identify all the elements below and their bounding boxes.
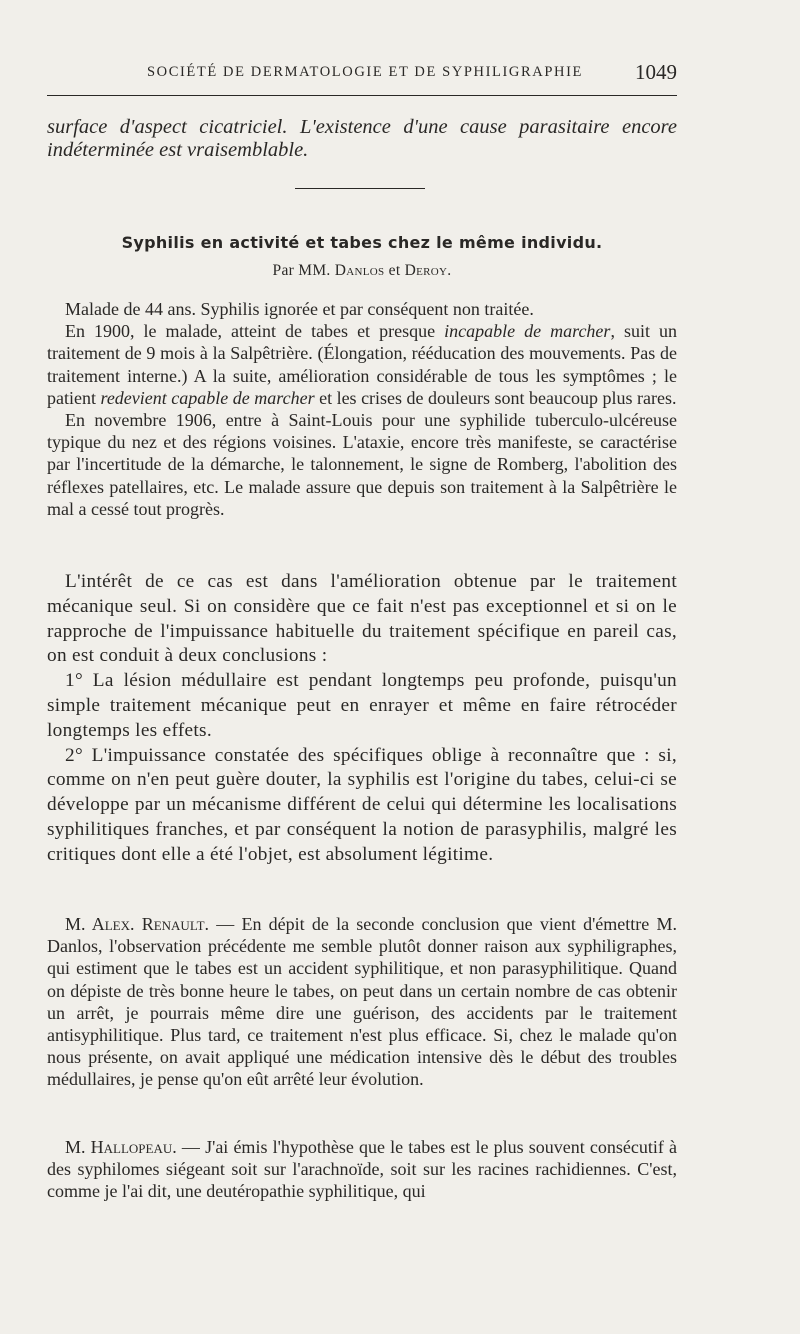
carryover-paragraph: surface d'aspect cicatriciel. L'existence d'une cause parasitaire encore indéterminée est vraisemblable.	[47, 116, 677, 161]
renault-intervention	[47, 913, 677, 1091]
discussion-intro: L'intérêt de ce cas est dans l'amélioration obtenue par le traitement mécanique seul. Si on considère que ce fait n'est pas exceptionnel et si on le rapproche de l'impuissance habituelle du traitement spécifique en pareil cas, on est conduit à deux conclusions :	[47, 571, 677, 667]
renault-paragraph	[47, 913, 677, 1091]
renault-text: — En dépit de la seconde conclusion que vient d'émettre M. Danlos, l'observation précédente me semble plutôt donner raison aux syphiligraphes, qui estiment que le tabes est un accident syphilitique, et non parasyphilitique. Quand on dépiste de très bonne heure le tabes, on peut dans un certain nombre de cas obtenir un arrêt, je pourrais même dire une guérison, des accidents par le traitement antisyphilitique. Plus tard, ce traitement n'est plus efficace. Si, chez le malade qu'on nous présente, on avait appliqué une médication intensive dès le début des troubles médullaires, je pense qu'on eût arrêté leur évolution.	[47, 914, 677, 1090]
byline	[47, 262, 677, 280]
conclusion-1: 1° La lésion médullaire est pendant longtemps peu profonde, puisqu'un simple traitement mécanique peut en enrayer et même en faire rétrocéder longtemps les effets.	[47, 670, 677, 741]
case-emphasis: incapable de marcher	[444, 321, 611, 342]
byline-conjunction: et	[388, 262, 401, 279]
case-report	[47, 298, 677, 520]
case-text: et les crises de douleurs sont beaucoup plus rares.	[319, 387, 677, 408]
case-text: En 1900, le malade, atteint de tabes et presque	[65, 321, 436, 342]
byline-prefix: Par MM.	[272, 262, 331, 279]
running-title: SOCIÉTÉ DE DERMATOLOGIE ET DE SYPHILIGRAPHIE	[147, 64, 583, 80]
speaker-renault: M. Alex. Renault.	[65, 914, 210, 934]
article-title: Syphilis en activité et tabes chez le même individu.	[121, 233, 603, 252]
case-paragraph-1900	[47, 320, 677, 409]
running-head	[47, 60, 677, 86]
hallopeau-intervention	[47, 1136, 677, 1203]
case-paragraph-age: Malade de 44 ans. Syphilis ignorée et par conséquent non traitée.	[65, 299, 534, 319]
section-separator	[295, 188, 425, 189]
discussion	[47, 570, 677, 868]
hallopeau-paragraph	[47, 1136, 677, 1203]
case-paragraph-1906: En novembre 1906, entre à Saint-Louis pour une syphilide tuberculo-ulcéreuse typique du nez et des régions voisines. L'ataxie, encore très manifeste, se caractérise par l'incertitude de la démarche, le talonnement, le signe de Romberg, l'abolition des réflexes patellaires, etc. Le malade assure que depuis son traitement à la Salpêtrière le mal a cessé tout progrès.	[47, 410, 677, 519]
author-danlos: Danlos	[334, 262, 385, 279]
conclusion-2: 2° L'impuissance constatée des spécifiques oblige à reconnaître que : si, comme on n'en peut guère douter, la syphilis est l'origine du tabes, celui-ci se développe par un mécanisme différent de celui qui détermine les localisations syphilitiques franches, et par conséquent la notion de parasyphilis, malgré les critiques dont elle a été l'objet, est absolument légitime.	[47, 744, 677, 865]
speaker-hallopeau: M. Hallopeau.	[65, 1137, 177, 1157]
case-emphasis: redevient capable de marcher	[100, 387, 315, 408]
page-number: 1049	[635, 60, 677, 84]
header-rule	[47, 95, 677, 96]
case-text: , suit un traitement de 9 mois à la Salpêtrière. (Élongation, rééducation des mouvements. Pas de traitement interne.) A la suite, amélioration considérable de tous les symptômes ; le patient	[47, 321, 677, 408]
author-deroy: Deroy.	[404, 262, 452, 279]
hallopeau-text: — J'ai émis l'hypothèse que le tabes est le plus souvent consécutif à des syphilomes siégeant soit sur l'arachnoïde, soit sur les racines rachidiennes. C'est, comme je l'ai dit, une deutéropathie syphilitique, qui	[47, 1137, 678, 1202]
